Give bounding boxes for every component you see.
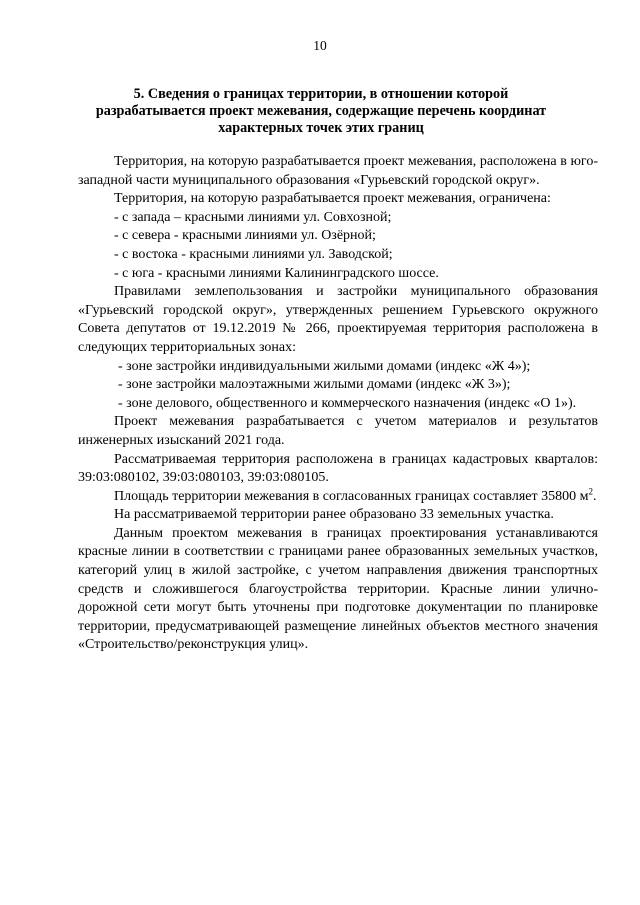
zone-item-o1: - зоне делового, общественного и коммерческого назначения (индекс «О 1»). xyxy=(118,395,577,411)
bounds-item-east: - с востока - красными линиями ул. Заводской; xyxy=(114,246,393,262)
paragraph-plots: На рассматриваемой территории ранее образовано 33 земельных участка. xyxy=(114,507,554,523)
paragraph-cadastral: Рассматриваемая территория расположена в границах кадастровых кварталов: 39:03:080102, 39:03:080103, 39:03:080105. xyxy=(78,451,598,486)
section-title: . Сведения о границах территории, в отношении которой разрабатывается проект межевания, содержащие перечень координат характерных точек этих границ xyxy=(95,86,547,136)
paragraph-surveys: Проект межевания разрабатывается с учетом материалов и результатов инженерных изысканий 2021 года. xyxy=(78,414,598,448)
paragraph-area xyxy=(78,488,598,507)
section-heading xyxy=(90,86,552,137)
paragraph-red-lines: Данным проектом межевания в границах проектирования устанавливаются красные линии в соответствии с границами ранее образованных земельных участков, категорий улиц в жилой застройке, с учетом направления движения транспортных средств и сложившегося благоустройства территории. Красные линии улично-дорожной сети могут быть уточнены при подготовке документации по планировке территории, предусматривающей размещение линейных объектов местного значения «Строительство/реконструкция улиц». xyxy=(78,525,598,653)
paragraph-zoning-rules: Правилами землепользования и застройки муниципального образования «Гурьевский городской округ», утвержденных решением Гурьевского окружного Совета депутатов от 19.12.2019 № 266, проектируемая территория расположена в следующих территориальных зонах: xyxy=(78,284,598,355)
area-text: Площадь территории межевания в согласованных границах составляет 35800 м xyxy=(114,488,589,504)
bounds-item-west: - с запада – красными линиями ул. Совхозной; xyxy=(114,209,392,225)
paragraph-bounds-intro: Территория, на которую разрабатывается проект межевания, ограничена: xyxy=(114,191,551,207)
zone-item-zh4: - зоне застройки индивидуальными жилыми домами (индекс «Ж 4»); xyxy=(118,358,531,374)
bounds-item-south: - с юга - красными линиями Калининградского шоссе. xyxy=(114,265,439,281)
zone-item-zh3: - зоне застройки малоэтажными жилыми домами (индекс «Ж 3»); xyxy=(118,377,511,393)
area-superscript: 2 xyxy=(588,486,593,497)
page-number: 10 xyxy=(313,38,327,53)
section-number: 5 xyxy=(133,86,141,102)
paragraph-location: Территория, на которую разрабатывается проект межевания, расположена в юго-западной части муниципального образования «Гурьевский городской округ». xyxy=(78,154,598,188)
bounds-item-north: - с севера - красными линиями ул. Озёрной; xyxy=(114,228,376,244)
area-period: . xyxy=(592,488,597,504)
body-text xyxy=(78,153,598,655)
